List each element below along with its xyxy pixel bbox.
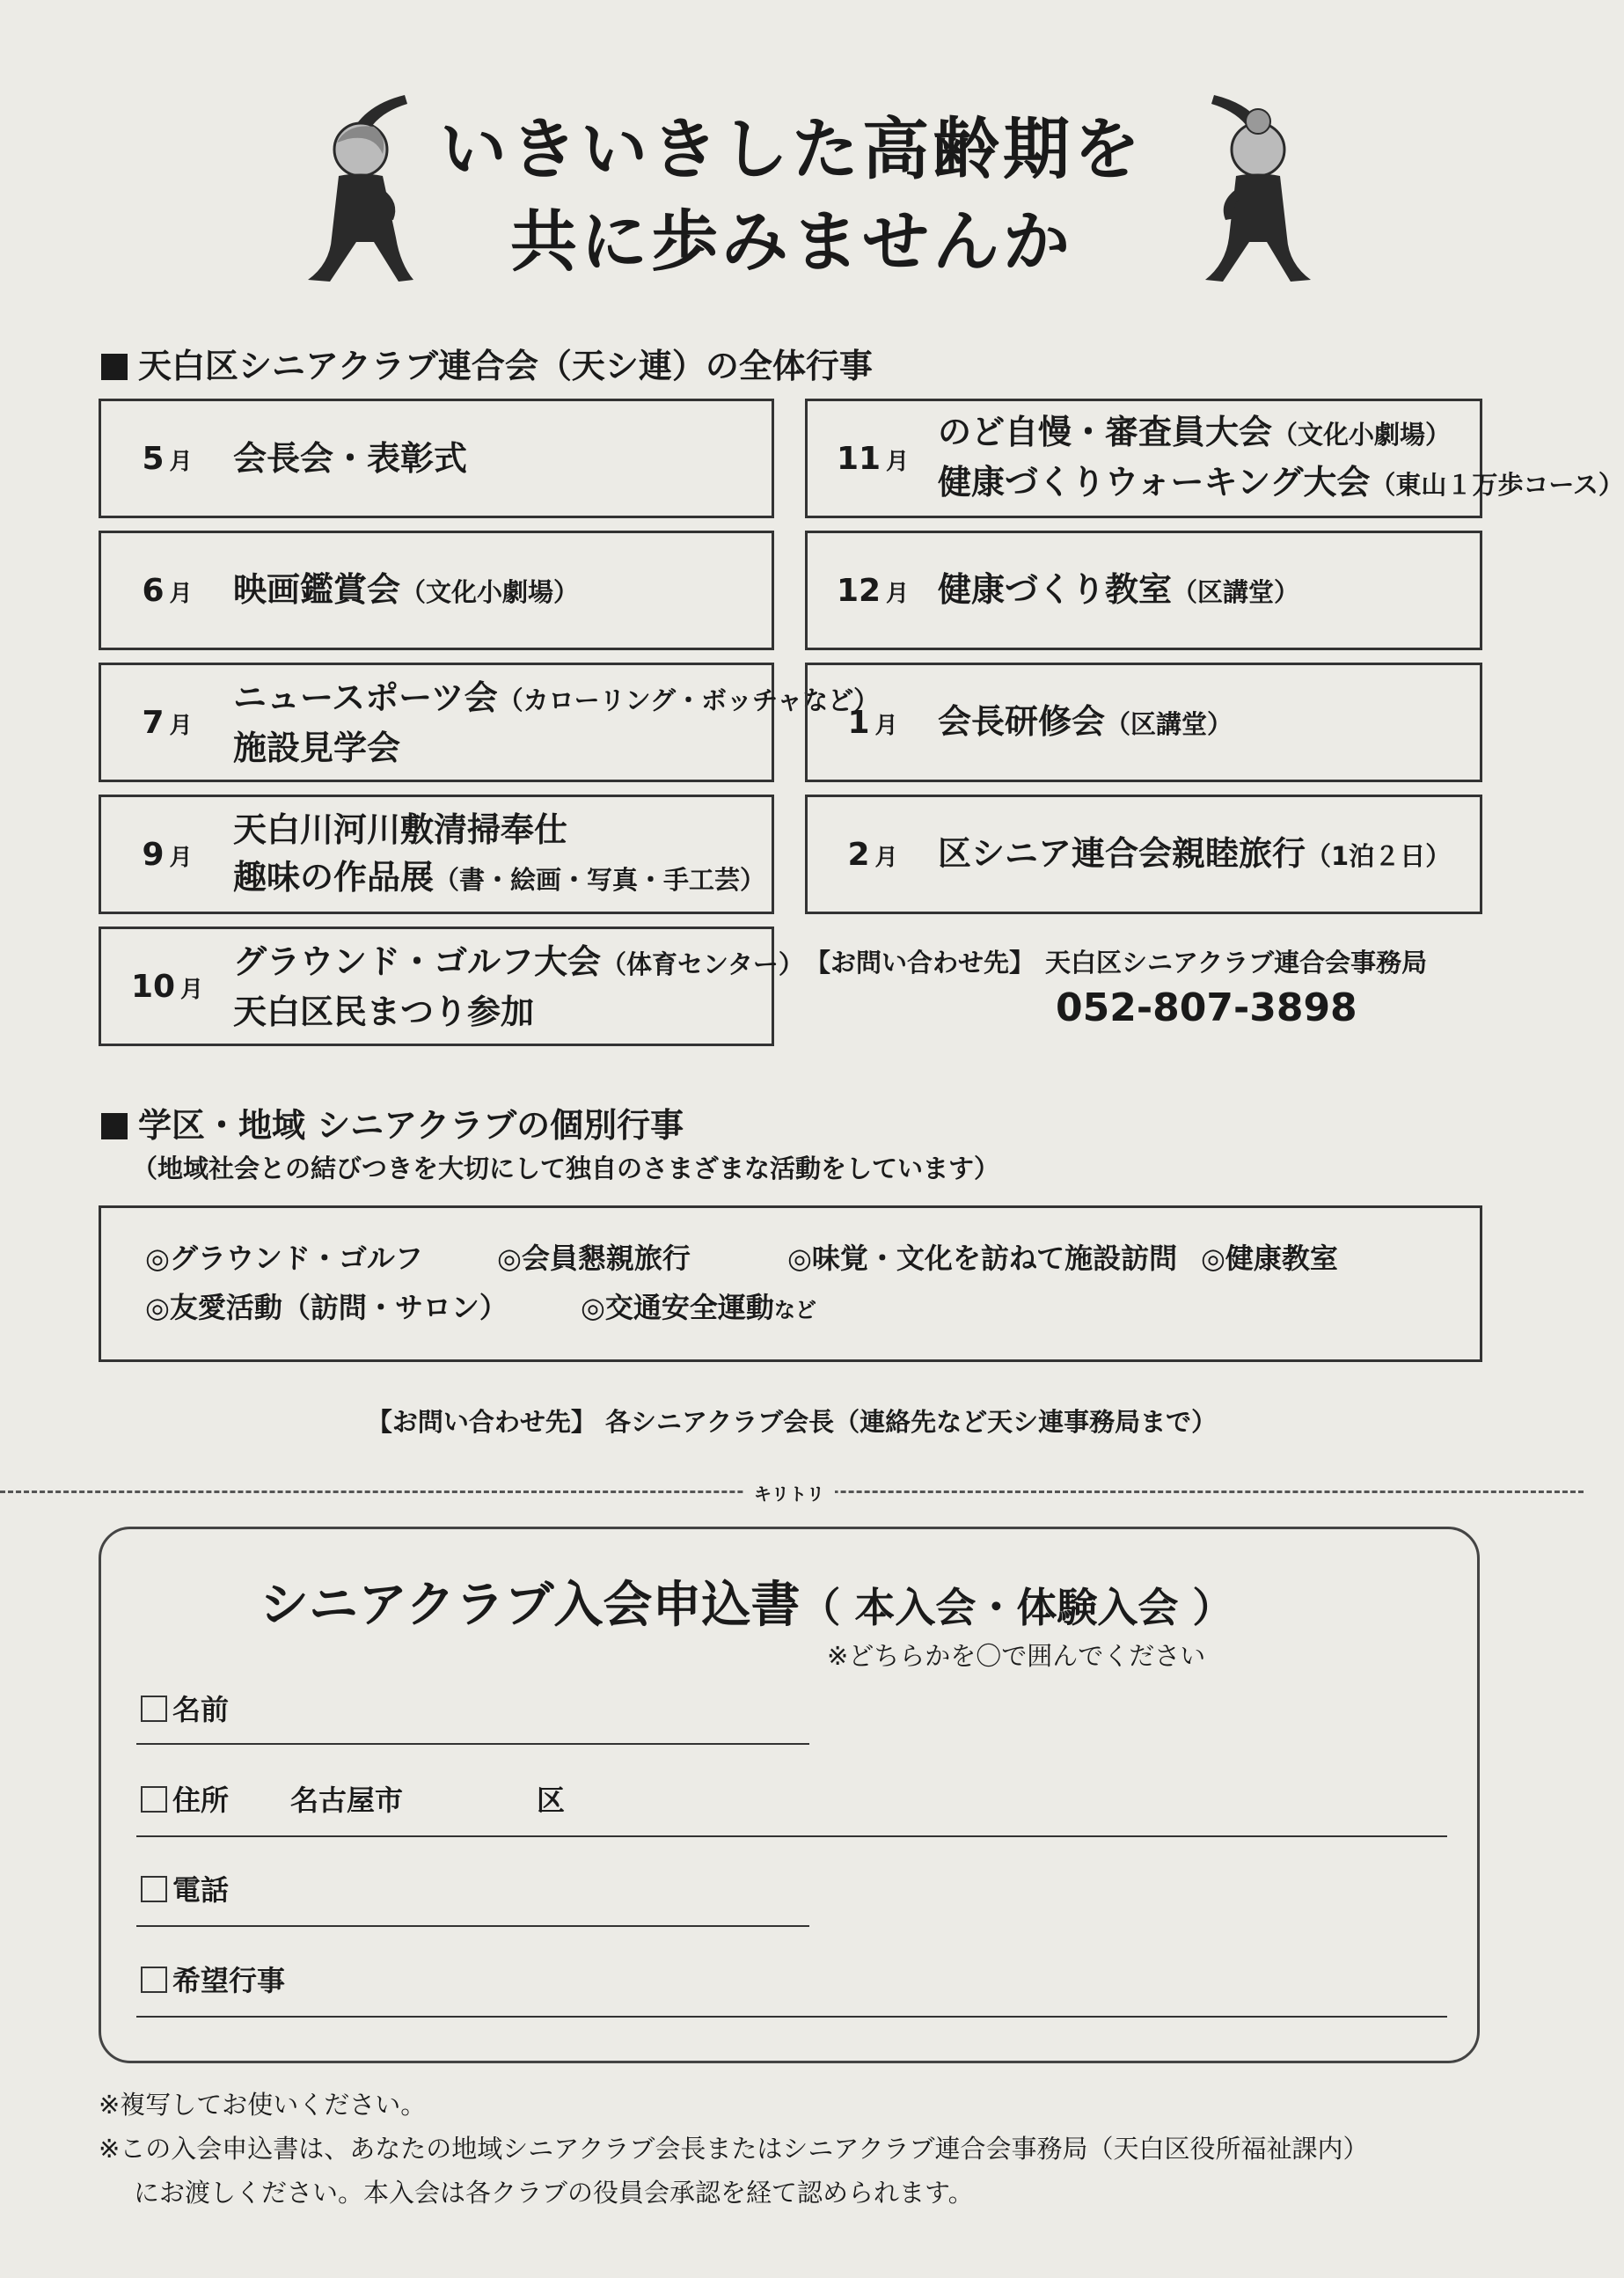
event-box-month-6 [99,531,774,650]
form-title-options: （ 本入会・体験入会 ） [800,1584,1233,1631]
checkbox-icon[interactable] [141,1696,167,1722]
event-box-month-1 [805,663,1482,782]
event-box-month-11 [805,399,1624,518]
event-details [938,830,1451,880]
individual-event-suffix: など [773,1298,816,1322]
event-box-month-12 [805,531,1482,650]
checkbox-icon[interactable] [141,1876,167,1902]
event-line: 健康づくりウォーキング大会（東山１万歩コース） [938,463,1624,502]
event-box-month-9 [99,795,774,914]
event-line: 天白川河川敷清掃奉仕 [233,809,568,849]
application-form [99,1527,1480,2063]
event-month: 2 月 [847,836,898,873]
note-line3: にお渡しください。本入会は各クラブの役員会承認を経て認められます。 [134,2178,974,2208]
phone-field-label: 電話 [141,1868,229,1908]
contact-org: 天白区シニアクラブ連合会事務局 [1045,948,1428,978]
wish-field-line[interactable] [136,2016,1447,2018]
form-instruction: ※どちらかを〇で囲んでください [827,1641,1206,1671]
note-line2: ※この入会申込書は、あなたの地域シニアクラブ会長またはシニアクラブ連合会事務局（天白区役所福祉課内） [99,2134,1369,2164]
event-details [233,674,879,772]
event-details [938,566,1299,616]
checkbox-icon[interactable] [141,1786,167,1813]
individual-events-box [99,1205,1482,1362]
form-title: シニアクラブ入会申込書 [260,1577,801,1634]
note-line1: ※複写してお使いください。 [99,2090,427,2120]
individual-event-item: ◎グラウンド・ゴルフ [145,1242,423,1275]
individual-event-item: ◎交通安全運動など [581,1291,816,1324]
section2-contact: 【お問い合わせ先】 各シニアクラブ会長（連絡先など天シ連事務局まで） [366,1407,1218,1437]
square-bullet-icon [101,1113,128,1139]
wish-field-label: 希望行事 [141,1959,285,1999]
event-line: 区シニア連合会親睦旅行（1泊２日） [938,833,1452,873]
address-field-line[interactable] [136,1835,1447,1837]
event-details [233,938,804,1036]
event-month: 6 月 [142,572,193,609]
event-line: グラウンド・ゴルフ大会（体育センター） [233,941,804,981]
event-line: 施設見学会 [233,728,401,767]
event-month: 12 月 [836,572,910,609]
section1-heading [101,339,873,387]
event-line: 健康づくり教室（区講堂） [938,569,1300,609]
contact-label: 【お問い合わせ先】 [805,948,1035,978]
event-details [233,435,467,482]
event-month: 11 月 [836,440,910,477]
name-field-line[interactable] [136,1743,809,1745]
event-month: 7 月 [142,704,193,741]
event-box-month-2 [805,795,1482,914]
headline-line1: いきいきした高齢期を [440,110,1144,188]
event-month: 10 月 [130,968,204,1005]
address-ward: 区 [537,1784,566,1817]
individual-event-item: ◎健康教室 [1201,1242,1338,1275]
event-box-month-10 [99,927,804,1046]
event-details [938,698,1233,748]
checkbox-icon[interactable] [141,1967,167,1993]
section1-contact [805,943,1427,979]
event-line: 会長会・表彰式 [233,439,468,478]
event-month: 5 月 [142,440,193,477]
event-details [938,408,1624,509]
cut-label: キリトリ [743,1480,835,1505]
event-line: 趣味の作品展（書・絵画・写真・手工芸） [233,857,766,897]
square-bullet-icon [101,354,128,380]
contact-phone: 052-807-3898 [1056,985,1357,1030]
event-line: ニュースポーツ会（カローリング・ボッチャなど） [233,678,880,717]
event-details [233,806,765,904]
section2-subtitle: （地域社会との結びつきを大切にして独自のさまざまな活動をしています） [132,1154,1000,1183]
phone-field-line[interactable] [136,1925,809,1927]
address-field-label: 住所 [141,1778,229,1819]
event-line: 天白区民まつり参加 [233,992,535,1031]
event-month: 1 月 [847,704,898,741]
event-details [233,566,579,616]
event-box-month-5 [99,399,774,518]
section2-title: 学区・地域 シニアクラブの個別行事 [138,1106,684,1145]
event-line: 映画鑑賞会（文化小劇場） [233,569,580,609]
event-line: 会長研修会（区講堂） [938,701,1233,741]
individual-event-item: ◎会員懇親旅行 [497,1242,691,1275]
section2-heading [101,1098,684,1146]
form-title-row [260,1566,1233,1637]
name-field-label: 名前 [141,1688,229,1728]
event-month: 9 月 [142,836,193,873]
headline-line2: 共に歩みませんか [510,202,1073,281]
address-city: 名古屋市 [290,1784,404,1817]
individual-event-item: ◎友愛活動（訪問・サロン） [145,1291,508,1324]
individual-event-item: ◎味覚・文化を訪ねて施設訪問 [787,1242,1178,1275]
event-line: のど自慢・審査員大会（文化小劇場） [938,413,1452,451]
section1-title: 天白区シニアクラブ連合会（天シ連）の全体行事 [138,347,873,385]
